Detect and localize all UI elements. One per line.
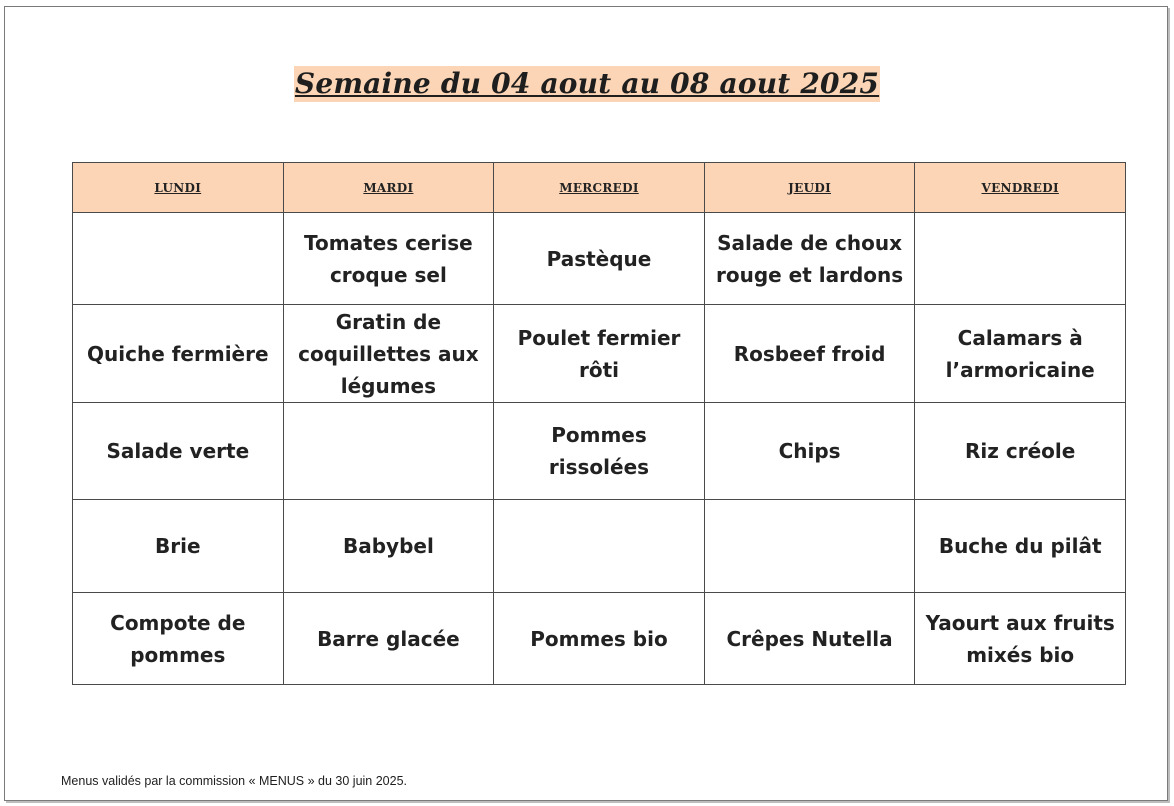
- header-friday: VENDREDI: [915, 163, 1126, 213]
- menu-cell: Rosbeef froid: [704, 305, 915, 403]
- menu-cell: Compote de pommes: [73, 593, 284, 685]
- table-row: [73, 305, 1126, 403]
- menu-cell: Brie: [73, 500, 284, 593]
- table-row: [73, 213, 1126, 305]
- menu-cell: Calamars à l’armoricaine: [915, 305, 1126, 403]
- table-row: [73, 500, 1126, 593]
- header-thursday: JEUDI: [704, 163, 915, 213]
- menu-cell: Tomates cerise croque sel: [283, 213, 494, 305]
- footer-note: Menus validés par la commission « MENUS » du 30 juin 2025.: [61, 774, 408, 788]
- table-header-row: [73, 163, 1126, 213]
- title-container: [0, 66, 1174, 102]
- menu-cell: Barre glacée: [283, 593, 494, 685]
- menu-cell: Babybel: [283, 500, 494, 593]
- menu-cell: Salade de choux rouge et lardons: [704, 213, 915, 305]
- menu-cell: Salade verte: [73, 403, 284, 500]
- table-row: [73, 403, 1126, 500]
- menu-cell: Crêpes Nutella: [704, 593, 915, 685]
- menu-cell: [73, 213, 284, 305]
- menu-cell: [283, 403, 494, 500]
- menu-cell: Poulet fermier rôti: [494, 305, 705, 403]
- menu-cell: Chips: [704, 403, 915, 500]
- page-title: Semaine du 04 aout au 08 aout 2025: [294, 67, 880, 100]
- menu-cell: Pommes bio: [494, 593, 705, 685]
- table-row: [73, 593, 1126, 685]
- weekly-menu-table: [72, 162, 1126, 685]
- menu-cell: Pommes rissolées: [494, 403, 705, 500]
- menu-cell: Riz créole: [915, 403, 1126, 500]
- header-monday: LUNDI: [73, 163, 284, 213]
- menu-cell: Buche du pilât: [915, 500, 1126, 593]
- menu-cell: [915, 213, 1126, 305]
- menu-cell: [494, 500, 705, 593]
- header-tuesday: MARDI: [283, 163, 494, 213]
- header-wednesday: MERCREDI: [494, 163, 705, 213]
- menu-cell: Gratin de coquillettes aux légumes: [283, 305, 494, 403]
- menu-cell: [704, 500, 915, 593]
- menu-cell: Quiche fermière: [73, 305, 284, 403]
- menu-cell: Pastèque: [494, 213, 705, 305]
- menu-cell: Yaourt aux fruits mixés bio: [915, 593, 1126, 685]
